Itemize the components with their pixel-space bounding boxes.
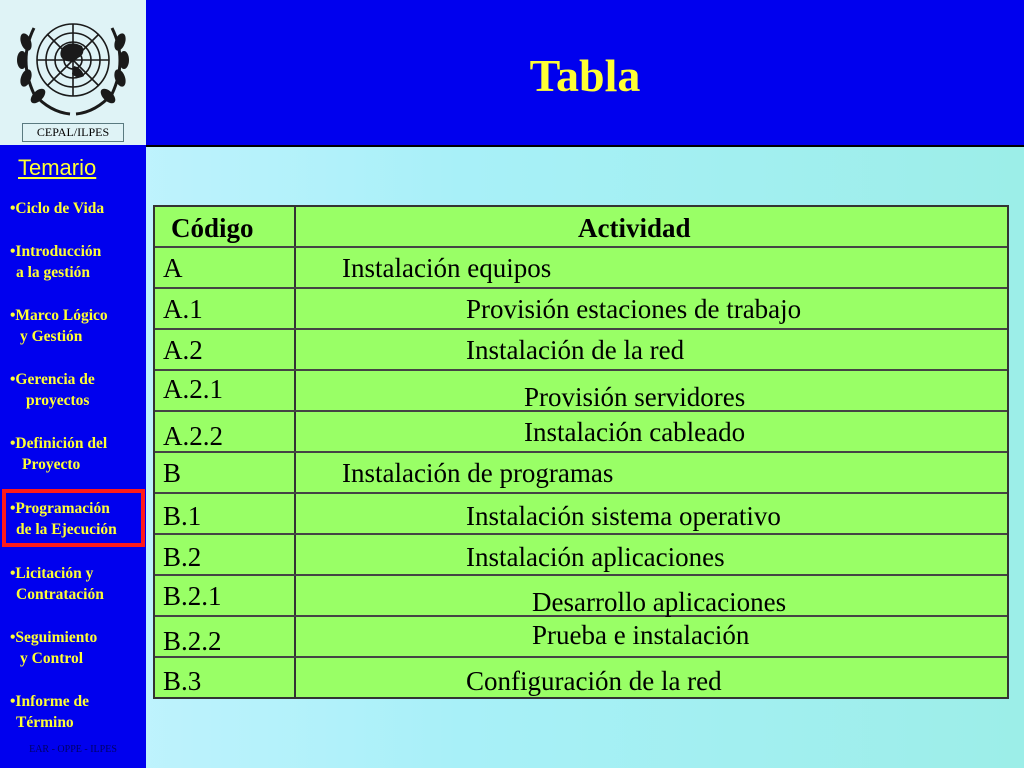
page-title: Tabla xyxy=(529,50,641,101)
table-row xyxy=(155,248,1007,289)
table-row xyxy=(155,617,1007,658)
sidebar-item-seguimiento[interactable] xyxy=(10,627,97,669)
sidebar-item-informe[interactable] xyxy=(10,691,89,733)
sidebar-item-label: de la Ejecución xyxy=(16,521,117,538)
sidebar-item-label: Contratación xyxy=(16,586,104,603)
sidebar-footer: EAR - OPPE - ILPES xyxy=(29,744,117,755)
sidebar-item-definicion[interactable] xyxy=(10,433,107,475)
header-codigo: Código xyxy=(171,213,254,243)
sidebar-item-label: •Informe de xyxy=(10,693,90,710)
table-row xyxy=(155,658,1007,699)
sidebar-item-licitacion[interactable] xyxy=(10,563,104,605)
sidebar-item-label: a la gestión xyxy=(16,264,91,281)
code-cell: B.2.1 xyxy=(163,581,222,611)
code-cell: A.2 xyxy=(163,335,203,365)
sidebar-item-label: y Control xyxy=(20,650,84,667)
table-row xyxy=(155,289,1007,330)
table-row xyxy=(155,494,1007,535)
table-row xyxy=(155,453,1007,494)
activity-cell: Instalación de la red xyxy=(466,335,685,365)
sidebar-item-label: •Definición del xyxy=(10,435,108,452)
code-cell: B.2.2 xyxy=(163,626,222,656)
sidebar-item-label: •Ciclo de Vida xyxy=(10,200,105,217)
code-cell: B xyxy=(163,458,182,488)
code-cell: A xyxy=(163,253,183,283)
code-cell: A.1 xyxy=(163,294,203,324)
sidebar-item-label: Proyecto xyxy=(22,456,81,473)
sidebar-item-label: y Gestión xyxy=(20,328,83,345)
code-cell: A.2.2 xyxy=(163,421,223,451)
active-item-highlight xyxy=(2,489,145,547)
sidebar-item-label: Término xyxy=(16,714,74,731)
activity-cell: Instalación aplicaciones xyxy=(466,542,725,572)
logo-panel xyxy=(0,0,146,145)
sidebar-item-label: •Introducción xyxy=(10,243,102,260)
activity-cell: Instalación cableado xyxy=(524,417,746,447)
activity-cell: Configuración de la red xyxy=(466,666,722,696)
sidebar-item-label: •Licitación y xyxy=(10,565,94,582)
header-bar xyxy=(146,0,1024,147)
table-row xyxy=(155,535,1007,576)
activity-cell: Desarrollo aplicaciones xyxy=(532,587,787,617)
table-row xyxy=(155,412,1007,453)
sidebar-item-gerencia[interactable] xyxy=(10,369,95,411)
sidebar-item-marco-logico[interactable] xyxy=(10,305,108,347)
code-cell: A.2.1 xyxy=(163,374,223,404)
table-header-row xyxy=(155,207,1007,248)
activity-table xyxy=(153,205,1009,699)
sidebar-item-label: •Gerencia de xyxy=(10,371,95,388)
sidebar-item-label: •Programación xyxy=(10,500,110,517)
activity-cell: Instalación equipos xyxy=(342,253,552,283)
table-row xyxy=(155,330,1007,371)
sidebar-title[interactable]: Temario xyxy=(18,155,97,180)
code-cell: B.3 xyxy=(163,666,202,696)
sidebar-item-ciclo-de-vida[interactable] xyxy=(10,198,104,219)
header-actividad: Actividad xyxy=(578,213,691,243)
sidebar-item-label: proyectos xyxy=(26,392,90,409)
activity-cell: Provisión servidores xyxy=(524,382,746,412)
table-row xyxy=(155,371,1007,412)
sidebar-item-label: •Marco Lógico xyxy=(10,307,108,324)
un-emblem-icon xyxy=(12,8,134,120)
sidebar-item-introduccion[interactable] xyxy=(10,241,101,283)
activity-cell: Instalación de programas xyxy=(342,458,614,488)
activity-cell: Instalación sistema operativo xyxy=(466,501,781,531)
activity-cell: Prueba e instalación xyxy=(532,620,750,650)
sidebar-item-label: •Seguimiento xyxy=(10,629,98,646)
logo-caption: CEPAL/ILPES xyxy=(22,123,124,142)
code-cell: B.2 xyxy=(163,542,202,572)
activity-cell: Provisión estaciones de trabajo xyxy=(466,294,802,324)
code-cell: B.1 xyxy=(163,501,202,531)
table-row xyxy=(155,576,1007,617)
